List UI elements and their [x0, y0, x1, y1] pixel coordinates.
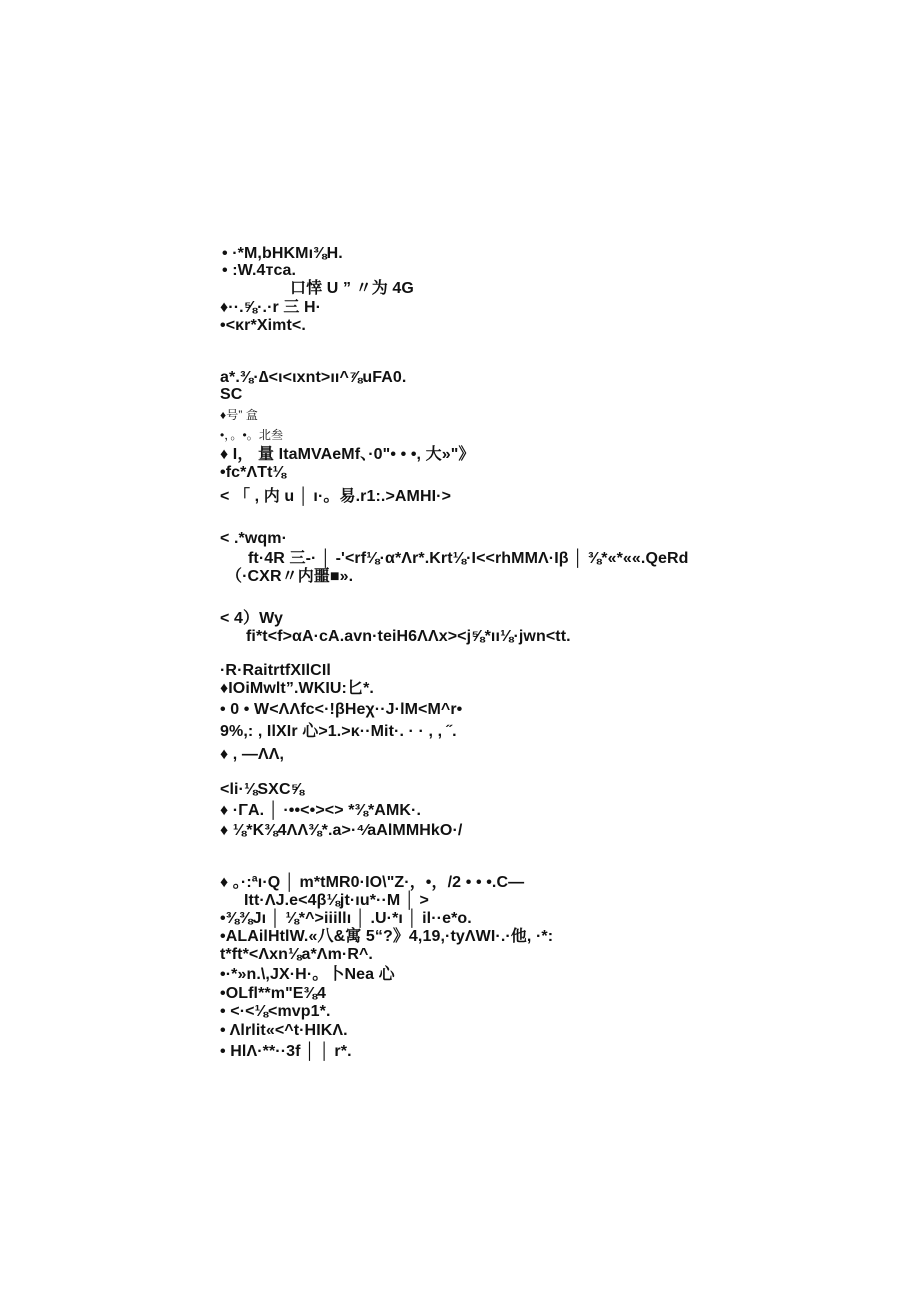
text-line-32: •OLfl**m"E⅜4	[220, 985, 326, 1002]
text-line-19: ♦IOiMwlt”.WKIU:匕*.	[220, 680, 374, 697]
text-line-31: •·*»n.\,JX·H·。卜Nea 心	[220, 966, 395, 983]
text-line-11: •fc*ΛTt⅛	[220, 464, 286, 481]
text-line-17: fi*t<f>αA·cA.avn·teiH6ΛΛx><j⅝*ıı⅛·jwn<tt.	[246, 628, 571, 645]
text-line-18: ·R·RaitrtfXIlCIl	[220, 662, 331, 679]
text-line-23: <li·⅛SXC⅝	[220, 781, 305, 798]
text-line-4: ♦··.⅝·.·r 三 H·	[220, 299, 322, 316]
text-line-21: 9%,: , IlXIr 心>1.>κ··Mit·. · · , , ˝.	[220, 723, 457, 740]
text-line-13: < .*wqm·	[220, 530, 288, 547]
text-line-27: Itt·ΛJ.e<4β⅛jt·ıu*··M │ >	[244, 892, 429, 909]
text-line-10: ♦ I， 量 ItaMVAeMf、·0"• • •, 大»"》	[220, 446, 475, 463]
text-line-33: • <·<⅛<mvp1*.	[220, 1003, 331, 1020]
text-line-15: （·CXR〃内噩■».	[226, 568, 354, 585]
text-line-2: • :W.4тca.	[222, 262, 297, 279]
text-line-30: t*ft*<Λxn⅛a*Λm·R^.	[220, 946, 373, 963]
text-line-29: •ALAilHtlW.«八&寓 5“?》4,19,·tyΛWI·.·他, ·*:	[220, 928, 554, 945]
text-line-6: a*.⅜·∆<ι<ιxnt>ıı^⅞uFA0.	[220, 369, 407, 386]
text-line-14: ft·4R 三-· │ -'<rf⅛·α*Λr*.Krt⅛·I<<rhMMΛ·Iβ │ ⅜*«*««.QeRd	[248, 550, 689, 567]
text-line-26: ♦ 。·:ªı·Q │ m*tMR0·IO\"Z·，•，/2 • • •.C—	[220, 874, 525, 891]
text-line-28: •⅜⅜Jı │ ⅛*^>iiillı │ .U·*ı │ il··e*o.	[220, 910, 472, 927]
text-line-34: • Λlrlit«<^t·HIKΛ.	[220, 1022, 348, 1039]
text-line-5: •<κr*Ximt<.	[220, 317, 306, 334]
text-line-22: ♦ , —ΛΛ,	[220, 746, 285, 763]
text-line-8: ♦号” 盒	[220, 408, 258, 422]
text-line-12: < 「 , 内 u │ ı·。易.r1:.>AMHI·>	[220, 488, 452, 505]
text-line-16: < 4）Wy	[220, 610, 283, 627]
text-line-9: •，。•。北叁	[220, 428, 284, 442]
text-line-1: • ·*M,bHKMı⅜H.	[222, 245, 343, 262]
text-line-3: 口悻 U ” 〃为 4G	[290, 280, 414, 297]
text-line-24: ♦ ·ΓA. │ ·••<•><> *⅜*AMK·.	[220, 802, 422, 819]
text-line-20: • 0 • W<ΛΛfc<·!βHeχ··J·lM<M^r•	[220, 701, 463, 718]
text-line-35: • HlΛ·**··3f │ │ r*.	[220, 1043, 352, 1060]
text-line-7: SC	[220, 386, 243, 403]
text-line-25: ♦ ⅛*K⅜4ΛΛ⅜*.a>·⁴⁄aAlMMHkO·/	[220, 822, 463, 839]
